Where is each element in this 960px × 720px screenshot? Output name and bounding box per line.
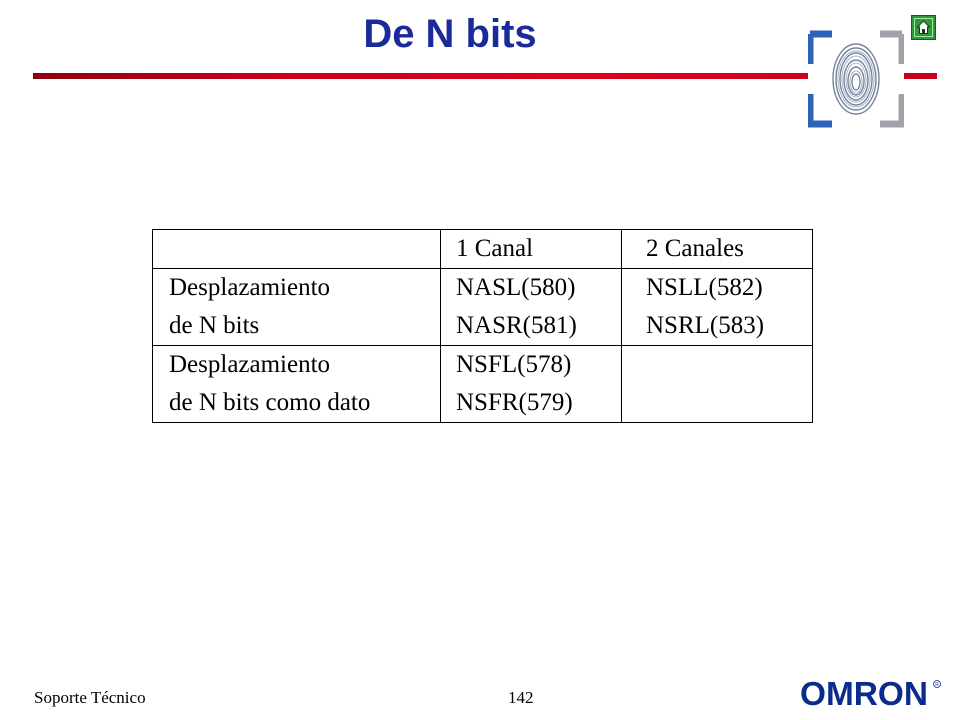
fingerprint-logo	[808, 30, 904, 128]
table-cell: Desplazamiento	[153, 269, 441, 308]
table-cell: NSLL(582)	[622, 269, 813, 308]
table-row	[153, 269, 813, 308]
table-header-cell: 1 Canal	[441, 230, 622, 269]
title-rule	[33, 73, 937, 79]
slide-title: De N bits	[363, 12, 537, 56]
table-cell: NSFR(579)	[441, 384, 622, 423]
table-cell: NSFL(578)	[441, 346, 622, 385]
table-cell: Desplazamiento	[153, 346, 441, 385]
table-cell: NASL(580)	[441, 269, 622, 308]
table-cell: de N bits	[153, 307, 441, 346]
omron-logo	[800, 677, 942, 714]
table-cell	[622, 346, 813, 385]
table-cell: de N bits como dato	[153, 384, 441, 423]
table-cell: NASR(581)	[441, 307, 622, 346]
brand-wordmark: OMRON	[800, 677, 928, 709]
omron-logo-mark	[800, 677, 942, 709]
table-cell: NSRL(583)	[622, 307, 813, 346]
page-number: 142	[508, 688, 534, 707]
table-header-row	[153, 230, 813, 269]
svg-text:R: R	[935, 682, 939, 688]
home-icon	[914, 18, 933, 37]
table-row	[153, 307, 813, 346]
table-row	[153, 384, 813, 423]
table-cell	[622, 384, 813, 423]
instruction-table	[152, 229, 813, 423]
table-row	[153, 346, 813, 385]
home-button[interactable]	[911, 15, 936, 40]
footer-label: Soporte Técnico	[34, 688, 146, 707]
table-header-cell: 2 Canales	[622, 230, 813, 269]
table-header-cell	[153, 230, 441, 269]
fingerprint-icon	[808, 30, 904, 128]
